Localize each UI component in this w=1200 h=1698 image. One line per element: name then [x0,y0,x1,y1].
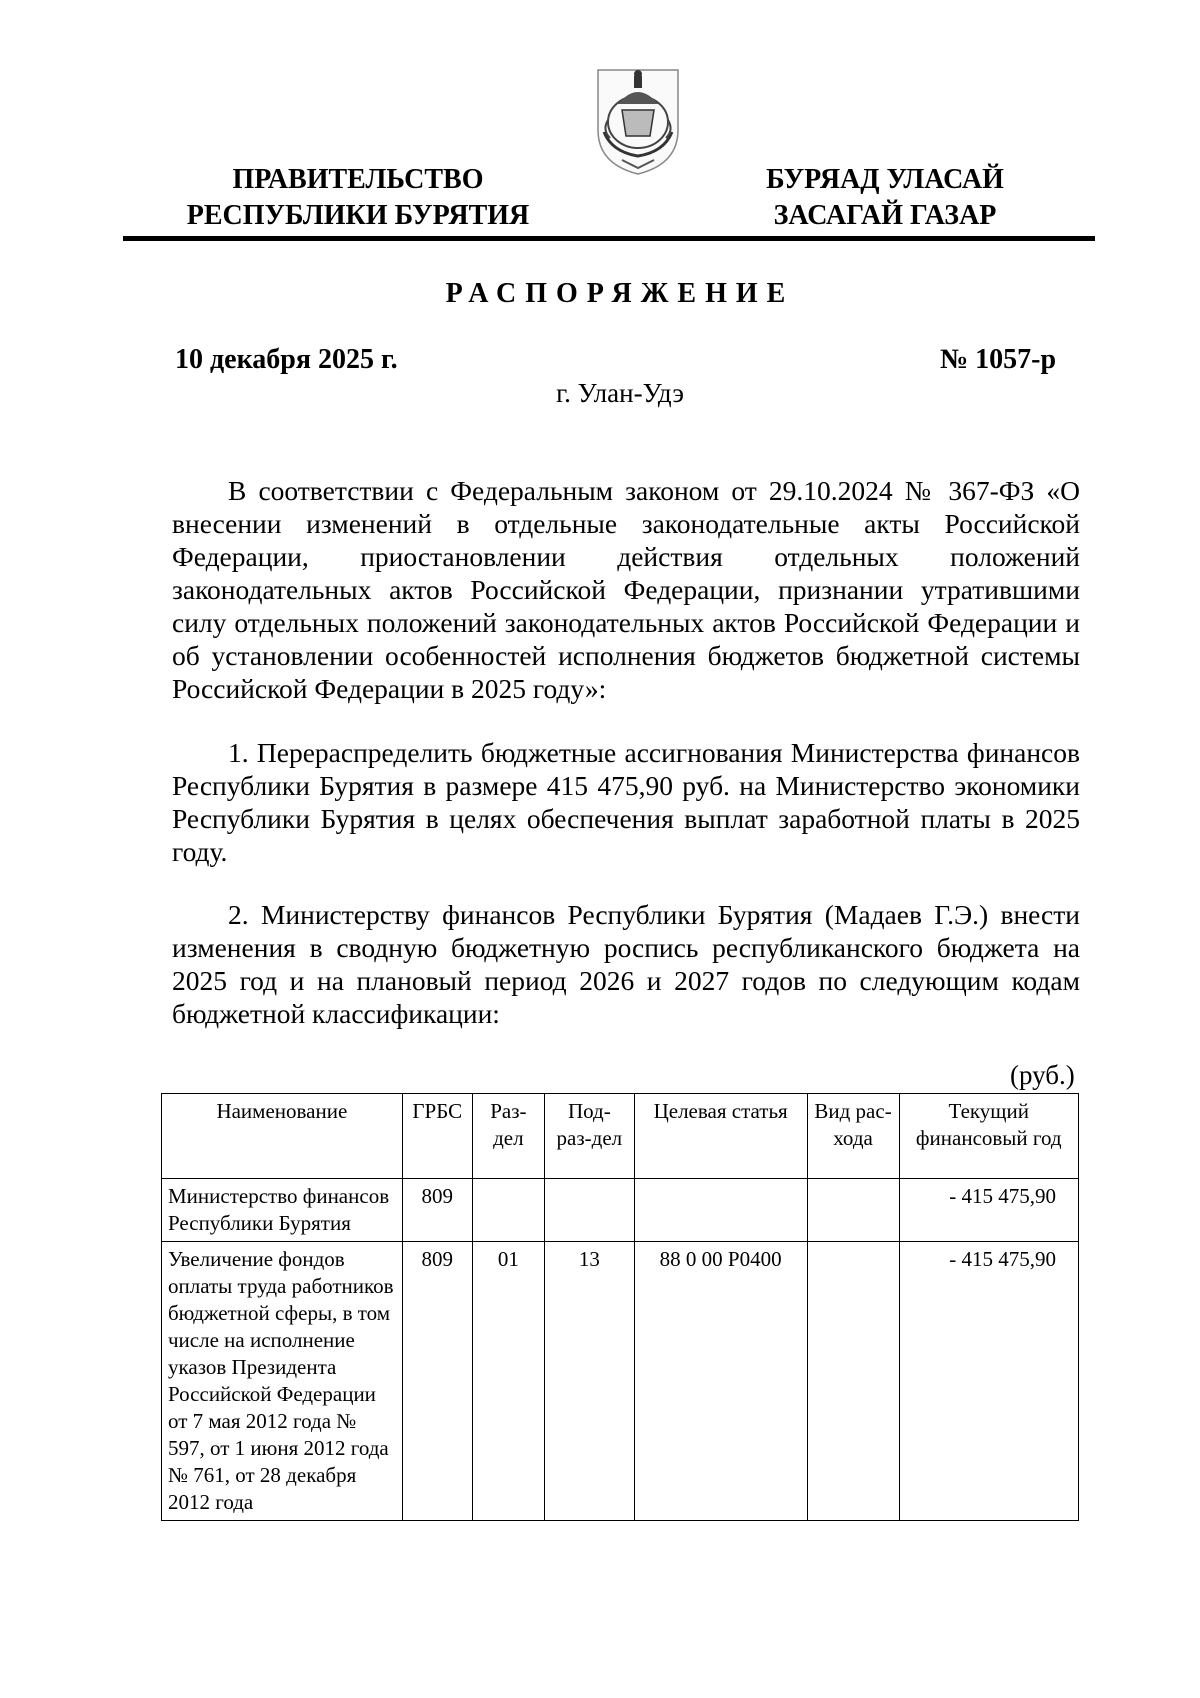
currency-unit-note: (руб.) [1010,1060,1075,1090]
header-razdel: Раз-дел [472,1094,544,1179]
org-left-line2: РЕСПУБЛИКИ БУРЯТИЯ [186,200,530,231]
header-divider [123,236,1095,241]
header-podrazdel: Под-раз-дел [544,1094,634,1179]
cell-razdel [472,1179,544,1242]
cell-grbs: 809 [402,1242,472,1521]
org-name-buryat [735,162,1035,234]
org-name-russian [168,162,548,234]
org-right-line1: БУРЯАД УЛАСАЙ [766,164,1004,195]
header-target: Целевая статья [634,1094,807,1179]
org-right-line2: ЗАСАГАЙ ГАЗАР [773,200,997,231]
table-header-row [162,1094,1079,1179]
cell-name: Увеличение фондов оплаты труда работников бюджетной сферы, в том числе на исполнение указов Президента Российской Федерации от 7 мая 2012 года № 597, от 1 июня 2012 года № 761, от 28 декабря 2012 года [162,1242,403,1521]
document-type-title: РАСПОРЯЖЕНИЕ [445,278,795,309]
cell-target: 88 0 00 Р0400 [634,1242,807,1521]
cell-name: Министерство финансов Республики Бурятия [162,1179,403,1242]
cell-podrazdel: 13 [544,1242,634,1521]
cell-current-year: - 415 475,90 [899,1179,1079,1242]
header-vid: Вид рас-хода [807,1094,899,1179]
clause-2-paragraph: 2. Министерству финансов Республики Бурятия (Мадаев Г.Э.) внести изменения в сводную бюджетную роспись республиканского бюджета на 2025 год и на плановый период 2026 и 2027 годов по следующим кодам бюджетной классификации: [172,899,1080,1029]
document-date: 10 декабря 2025 г. [175,344,398,375]
header-name: Наименование [162,1094,403,1179]
preamble-paragraph: В соответствии с Федеральным законом от 29.10.2024 № 367-ФЗ «О внесении изменений в отдельные законодательные акты Российской Федерации, приостановлении действия отдельных положений законодательных актов Российской Федерации, признании утратившими силу отдельных положений законодательных актов Российской Федерации и об установлении особенностей исполнения бюджетов бюджетной системы Российской Федерации в 2025 году»: [172,475,1080,704]
header-current-year: Текущий финансовый год [899,1094,1079,1179]
budget-classification-table [161,1093,1079,1521]
cell-grbs: 809 [402,1179,472,1242]
table-row [162,1179,1079,1242]
org-left-line1: ПРАВИТЕЛЬСТВО [232,164,484,195]
coat-of-arms-icon [592,60,684,178]
header-grbs: ГРБС [402,1094,472,1179]
table-row [162,1242,1079,1521]
cell-podrazdel [544,1179,634,1242]
cell-vid [807,1242,899,1521]
clause-1-paragraph: 1. Перераспределить бюджетные ассигнования Министерства финансов Республики Бурятия в размере 415 475,90 руб. на Министерство экономики Республики Бурятия в целях обеспечения выплат заработной платы в 2025 году. [172,737,1080,867]
cell-current-year: - 415 475,90 [899,1242,1079,1521]
document-city: г. Улан-Удэ [556,378,684,408]
cell-target [634,1179,807,1242]
cell-razdel: 01 [472,1242,544,1521]
document-number: № 1057-р [940,344,1057,375]
cell-vid [807,1179,899,1242]
